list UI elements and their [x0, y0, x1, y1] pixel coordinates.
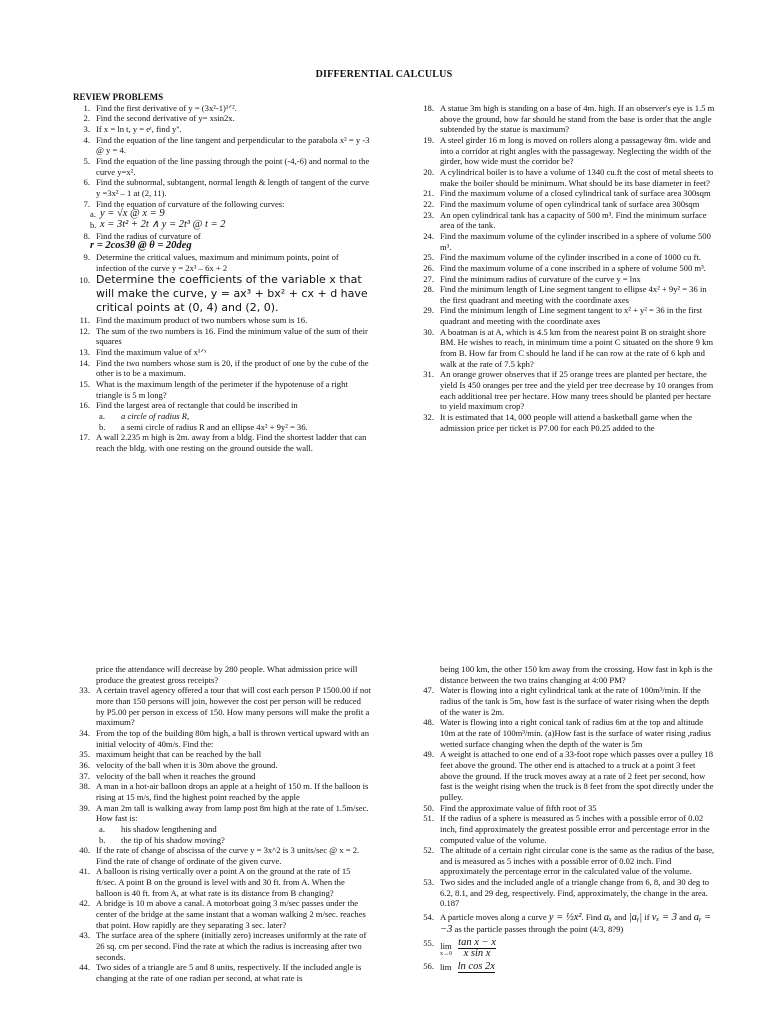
list-item: 2. Find the second derivative of y= xsin2x.	[83, 113, 235, 124]
page2-left-column	[73, 664, 371, 984]
list-item: 37. velocity of the ball when it reaches the ground	[79, 770, 256, 781]
list-item-continued: price the attendance will decrease by 280 people. What admission price will produce the greatest gross receipts?	[96, 664, 358, 685]
list-item: 40. If the rate of change of abscissa of the curve y = 3x^2 is 3 units/sec @ x = 2. Find the rate of change of ordinate of the given curve.	[79, 845, 360, 866]
list-item: 21. Find the maximum volume of a closed cylindrical tank of surface area 300sqm	[423, 188, 711, 199]
list-item: 43. The surface area of the sphere (initially zero) increases uniformly at the rate of 26 sq. cm per second. Find the rate at which the radius is increasing after two seconds.	[79, 930, 367, 962]
list-item: 26. Find the maximum volume of a cone inscribed in a sphere of volume 500 m³.	[423, 262, 706, 273]
document-title: DIFFERENTIAL CALCULUS	[315, 69, 453, 80]
list-item: 50. Find the approximate value of fifth root of 35	[423, 802, 597, 813]
list-item: 25. Find the maximum volume of the cylinder inscribed in a cone of 1000 cu ft.	[423, 252, 701, 263]
page1-right-column	[417, 103, 717, 433]
list-item: 33. A certain travel agency offered a tour that will cost each person P 1500.00 if not more than 150 persons will join, however the cost per person will be reduced by P5.00 per person in excess of 150. How many persons will make the profit a maximum?	[79, 685, 371, 728]
list-item: 18. A statue 3m high is standing on a base of 4m. high. If an observer's eye is 1.5 m above the ground, how far should he stand from the base is order that the angle subtended by the statue is maximum?	[423, 103, 715, 135]
problem-list	[73, 103, 371, 454]
list-item: 17. A wall 2.235 m high is 2m. away from a bldg. Find the shortest ladder that can reach the bldg. with one resting on the ground outside the wall.	[79, 432, 367, 454]
list-item: 56. lim ln cos 2x	[423, 960, 495, 973]
list-item: 32. It is estimated that 14, 000 people will attend a basketball game when the admission price per ticket is P7.00 for each P0.25 added to the	[423, 412, 693, 433]
section-heading: REVIEW PROBLEMS	[73, 92, 164, 102]
list-item: 54. A particle moves along a curve y = ½x². Find aₓ and |aᵧ| if vₓ = 3 and aᵧ = −3 as the particle passes through the point (4/3, 8?9)	[423, 912, 712, 935]
sub-item: b. the tip of his shadow moving?	[99, 834, 225, 845]
list-item: 22. Find the maximum volume of open cylindrical tank of surface area 300sqm	[423, 198, 700, 209]
list-item: 12. The sum of the two numbers is 16. Find the minimum value of the sum of their squares	[79, 325, 368, 347]
fraction: ln cos 2x	[457, 960, 495, 972]
sub-item: b. a semi circle of radius R and an ellipse 4x² + 9y² = 36.	[99, 421, 308, 432]
sub-item: a. y = √x @ x = 9	[90, 208, 165, 220]
list-item: 28. Find the minimum length of Line segment tangent to ellipse 4x² + 9y² = 36 in the first quadrant and meeting with the coordinate axes	[423, 284, 707, 305]
sub-item: a. a circle of radius R,	[99, 411, 190, 422]
list-item: 11. Find the maximum product of two numbers whose sum is 16.	[79, 315, 308, 326]
list-item: 47. Water is flowing into a right cylindrical tank at the rate of 100m³/min. If the radius of the tank is 5m, how fast is the surface of water rising when the depth of the water is 2m.	[423, 685, 709, 717]
list-item: 20. A cylindrical boiler is to have a volume of 1340 cu.ft the cost of metal sheets to make the boiler should be minimum. What should be its base diameter in feet?	[423, 166, 714, 188]
page1-left-column	[73, 92, 371, 454]
list-item: 19. A steel girder 16 m long is moved on rollers along a passageway 8m. wide and into a corridor at right angles with the passageway. Neglecting the width of the girder, how wide must the corridor be?	[423, 134, 712, 167]
list-item: 44. Two sides of a triangle are 5 and 8 units, respectively. If the included angle is changing at the rate of one radian per second, at what rate is	[79, 962, 362, 984]
list-item: 6. Find the subnormal, subtangent, normal length & length of tangent of the curve y =3x² – 1 at (2, 11).	[83, 177, 370, 198]
page2-right-column	[417, 664, 717, 973]
list-item: 42. A bridge is 10 m above a canal. A motorboat going 3 m/sec passes under the center of the bridge at the same instant that a woman walking 2 m/sec. reaches that point. How rapidly are they separating 3 sec. later?	[79, 898, 366, 930]
list-item: 7. Find the equation of curvature of the following curves:	[83, 198, 285, 209]
list-item: 14. Find the two numbers whose sum is 20, if the product of one by the cube of the other is to be a maximum.	[79, 357, 369, 379]
list-item: 8. Find the radius of curvature of	[83, 230, 201, 241]
list-item: 38. A man in a hot-air balloon drops an apple at a height of 150 m. If the balloon is rising at 15 m/s, find the highest point reached by the apple	[79, 781, 369, 802]
list-item: 31. An orange grower observes that if 25 orange trees are planted per hectare, the yield Is 450 oranges per tree and the yield per tree decrease by 10 oranges from each additional tree per hectare. How many trees should be planted per hectare to yield maximum crop?	[423, 369, 714, 412]
list-item: 49. A weight is attached to one end of a 33-foot rope which passes over a pulley 18 feet above the ground. The other end is attached to a truck at a point 3 feet above the ground. If the truck moves away at a rate of 2 feet per second, how fast is the weight rising when the truck is 8 feet from the spot directly under the pulley.	[423, 749, 714, 802]
list-item: 34. From the top of the building 80m high, a ball is thrown vertical upward with an initial velocity of 40m/s. Find the:	[79, 727, 370, 749]
list-item: 16. Find the largest area of rectangle that could be inscribed in	[79, 400, 298, 411]
sub-item: r = 2cos3θ @ θ = 20deg	[90, 240, 192, 252]
list-item-continued: being 100 km, the other 150 km away from the crossing. How fast in kph is the distance between the two trains changing at 4:00 PM?	[440, 664, 713, 685]
list-item: 23. An open cylindrical tank has a capacity of 500 m³. Find the minimum surface area of the tank.	[423, 209, 707, 231]
list-item: 29. Find the minimum length of Line segment tangent to x² + y² = 36 in the first quadrant and meeting with the coordinate axes	[423, 305, 703, 327]
list-item: 4. Find the equation of the line tangent and perpendicular to the parabola x² = y -3 @ y = 4.	[83, 134, 370, 156]
list-item: 35. maximum height that can be reached by the ball	[79, 749, 262, 760]
list-item: 48. Water is flowing into a right conical tank of radius 6m at the top and altitude 10m at the rate of 100m³/min. (a)How fast is the surface of water rising ,radius wetted surface changing when the depth of the water is 5m	[423, 717, 711, 749]
problem-list	[417, 103, 717, 433]
list-item: 55. lim x→0 $\frac{\text{tan x − x}}{\text{x sin x}}$	[423, 937, 496, 960]
list-item: 15. What is the maximum length of the perimeter if the hypotenuse of a right triangle is 5 m long?	[79, 379, 348, 400]
limit-expression: lim	[440, 962, 452, 973]
list-item: 41. A balloon is rising vertically over a point A on the ground at the rate of 15 ft/sec. A point B on the ground is level with and 30 ft. from A. When the balloon is 40 ft. from A, at what rate is its distance from B changing?	[79, 866, 351, 898]
list-item: 24. Find the maximum volume of the cylinder inscribed in a sphere of volume 500 m³.	[423, 230, 711, 252]
list-item: 30. A boatman is at A, which is 4.5 km from the nearest point B on straight shore BM. He wishes to reach, in minimum time a point C situated on the shore 9 km from B. How far from C should he land if he can row at the rate of 6 kph and walk at the rate of 7.5 kph?	[423, 326, 714, 369]
problem-list	[73, 664, 371, 984]
list-item: 51. If the radius of a sphere is measured as 5 inches with a possible error of 0.02 inch, find approximately the greatest possible error and percentage error in the computed value of the volume.	[423, 813, 710, 845]
list-item: 1. Find the first derivative of y = (3x²-1)¹ᐟ².	[83, 102, 237, 113]
fraction: $\frac{\text{tan x − x}}{\text{x sin x}}$	[458, 937, 496, 960]
sub-item: a. his shadow lengthening and	[99, 823, 217, 834]
list-item: 9. Determine the critical values, maximum and minimum points, point of infection of the curve y = 2x³ – 6x + 2	[83, 251, 339, 273]
sub-item: b. x = 3t² + 2t ∧ y = 2t³ @ t = 2	[90, 218, 226, 230]
list-item: 3. If x = ln t, y = eᵗ, find y''.	[83, 123, 182, 134]
limit-expression: lim x→0	[440, 940, 452, 958]
list-item: 52. The altitude of a certain right circular cone is the same as the radius of the base, and is measured as 5 inches with a possible error of 0.02 inch. Find approximately the percentage error in the calculated value of the volume.	[423, 845, 715, 877]
list-item: 10. Determine the coefficients of the variable x that will make the curve, y = ax³ + bx² + cx + d have critical points at (0, 4) and (2, 0).	[79, 273, 368, 315]
list-item: 53. Two sides and the included angle of a triangle change from 6, 8, and 30 deg to 6.2, 8.1, and 29 deg, respectively. Find, approximately, the change in the area. 0.187	[423, 877, 710, 909]
list-item: 27. Find the minimum radius of curvature of the curve y = lnx	[423, 273, 641, 284]
list-item: 5. Find the equation of the line passing through the point (-4,-6) and normal to the curve y=x².	[83, 155, 370, 177]
problem-list	[417, 664, 717, 973]
list-item: 13. Find the maximum value of x¹ᐟˣ	[79, 347, 207, 358]
list-item: 39. A man 2m tall is walking away from lamp post 8m high at the rate of 1.5m/sec. How fast is:	[79, 802, 369, 824]
list-item: 36. velocity of the ball when it is 30m above the ground.	[79, 759, 278, 770]
